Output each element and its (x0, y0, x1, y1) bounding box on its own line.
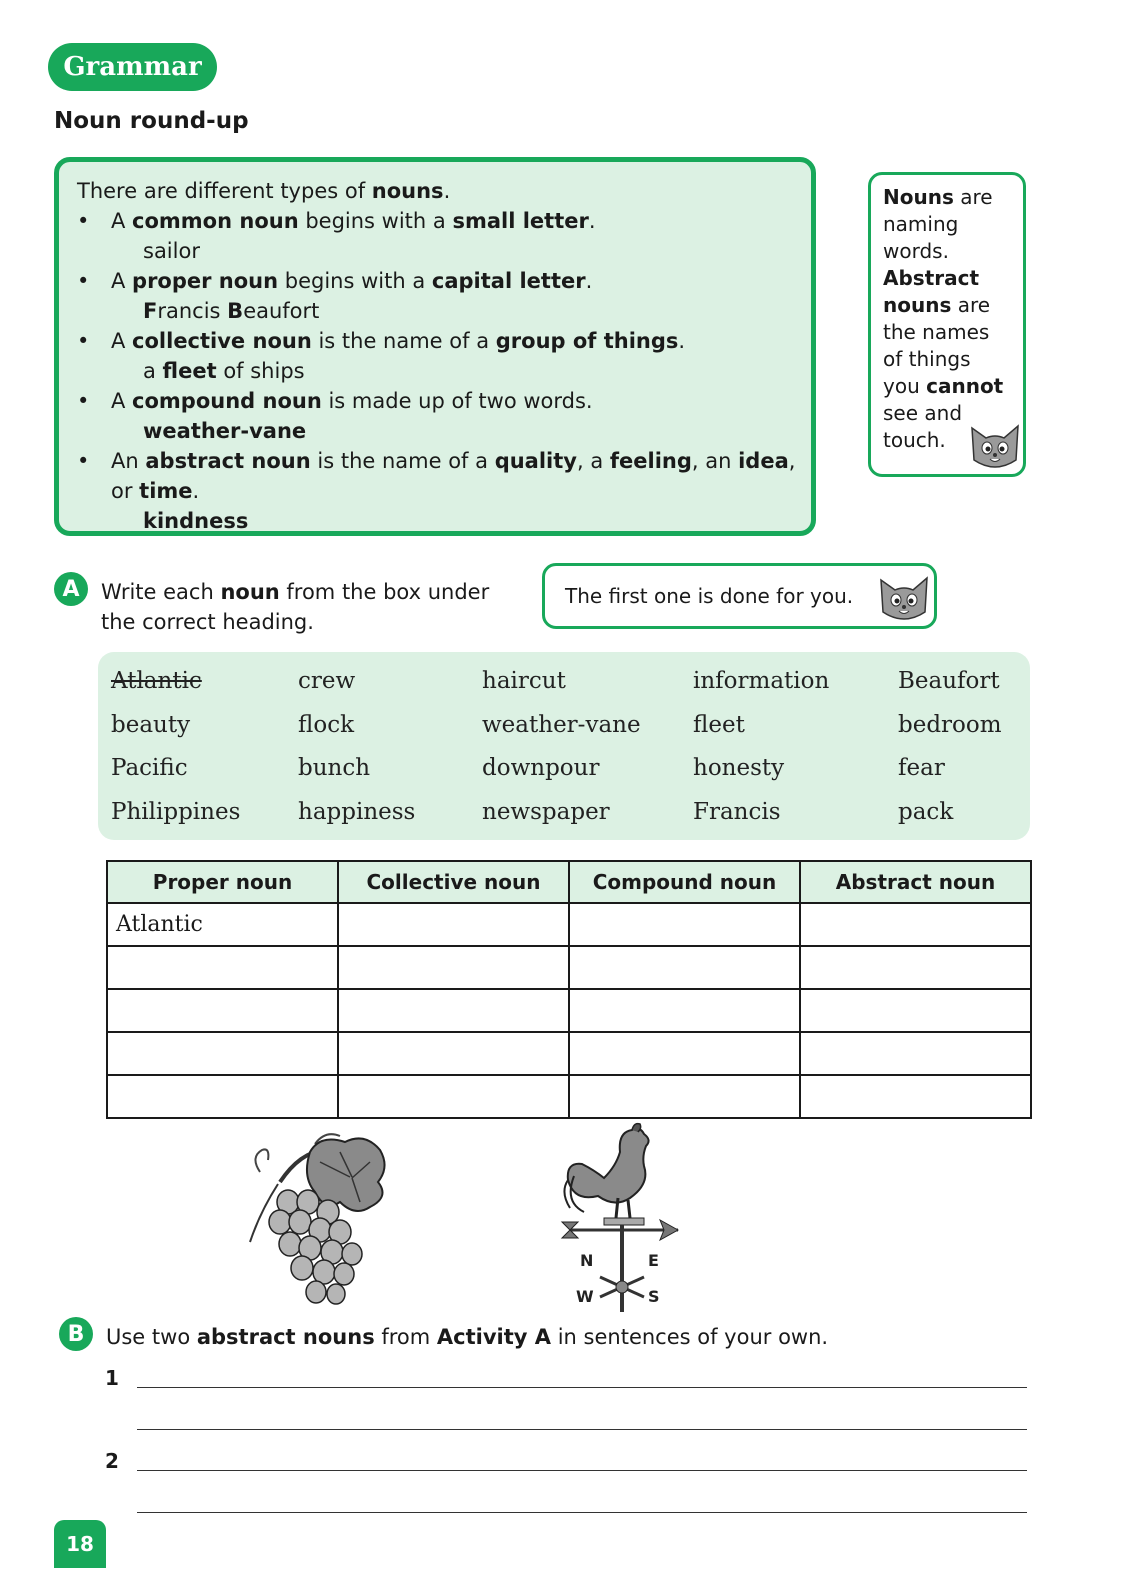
answer-line[interactable] (137, 1429, 1027, 1430)
word-box (98, 652, 1030, 840)
rule-continued (77, 476, 793, 506)
rules-intro-end: . (443, 179, 451, 203)
header-proper-noun: Proper noun (107, 861, 338, 903)
table-cell[interactable] (338, 946, 569, 989)
answer-line[interactable] (137, 1387, 1027, 1388)
activity-a-badge: A (54, 572, 88, 606)
table-cell[interactable] (569, 946, 800, 989)
answer-number: 1 (105, 1366, 119, 1390)
bullet-icon: • (77, 209, 90, 233)
word-item: pack (898, 799, 954, 825)
word-item: fleet (693, 712, 745, 738)
rule-abstract (77, 446, 796, 476)
word-item: newspaper (482, 799, 610, 825)
word-item: Beaufort (898, 668, 1000, 694)
rules-box (54, 157, 816, 536)
word-item: downpour (482, 755, 600, 781)
table-cell[interactable] (800, 989, 1031, 1032)
page-title: Noun round-up (54, 108, 249, 134)
word-item: happiness (298, 799, 416, 825)
rules-intro-text: There are different types of (77, 179, 372, 203)
rules-intro-bold: nouns (371, 179, 444, 203)
rule-compound (77, 386, 793, 416)
table-cell[interactable] (800, 946, 1031, 989)
header-abstract-noun: Abstract noun (800, 861, 1031, 903)
table-cell[interactable] (800, 1032, 1031, 1075)
answer-line[interactable] (137, 1512, 1027, 1513)
rule-text: A common noun begins with a small letter. (111, 209, 596, 233)
table-cell[interactable] (569, 1075, 800, 1118)
table-cell[interactable] (107, 989, 338, 1032)
table-cell[interactable] (569, 989, 800, 1032)
table-cell[interactable] (338, 1075, 569, 1118)
word-item: Pacific (111, 755, 188, 781)
activity-b-badge: B (59, 1317, 93, 1351)
table-cell[interactable] (800, 903, 1031, 946)
rule-text: or time. (111, 479, 200, 503)
grapes-icon (240, 1122, 400, 1312)
header-collective-noun: Collective noun (338, 861, 569, 903)
tip-note: Nouns are naming words. Abstract nouns are the names of things you cannot see and touch. (868, 172, 1026, 477)
activity-a-instruction: Write each noun from the box under the correct heading. (101, 580, 490, 634)
word-item: fear (898, 755, 945, 781)
word-item: haircut (482, 668, 566, 694)
vane-letter-w: W (576, 1287, 594, 1306)
table-cell[interactable] (107, 1032, 338, 1075)
table-row (107, 989, 1031, 1032)
hint-text: The first one is done for you. (565, 584, 854, 608)
table-cell[interactable] (569, 1032, 800, 1075)
rule-text: A collective noun is the name of a group of things. (111, 329, 686, 353)
rule-example (77, 416, 793, 446)
rule-collective (77, 326, 793, 356)
word-item: information (693, 668, 830, 694)
rule-common (77, 206, 793, 236)
rule-proper (77, 266, 793, 296)
table-cell[interactable] (107, 946, 338, 989)
rule-example (77, 236, 793, 266)
word-item: bunch (298, 755, 371, 781)
header-compound-noun: Compound noun (569, 861, 800, 903)
bullet-icon: • (77, 449, 90, 473)
rule-example (77, 356, 793, 386)
vane-letter-s: S (648, 1287, 660, 1306)
table-row (107, 1032, 1031, 1075)
word-item: honesty (693, 755, 785, 781)
table-cell[interactable] (338, 903, 569, 946)
rule-example (77, 506, 793, 536)
bullet-icon: • (77, 389, 90, 413)
word-item: beauty (111, 712, 191, 738)
table-row (107, 946, 1031, 989)
table-header-row (107, 861, 1031, 903)
section-pill (48, 43, 217, 91)
word-item: crew (298, 668, 356, 694)
bullet-icon: • (77, 329, 90, 353)
table-row (107, 1075, 1031, 1118)
page-number: 18 (54, 1520, 106, 1568)
table-cell[interactable] (338, 1032, 569, 1075)
table-cell[interactable] (338, 989, 569, 1032)
rules-intro (77, 176, 793, 206)
vane-letter-e: E (648, 1251, 659, 1270)
table-row (107, 903, 1031, 946)
word-item: bedroom (898, 712, 1002, 738)
noun-table (106, 860, 1032, 1119)
table-cell[interactable] (107, 1075, 338, 1118)
rule-text: A compound noun is made up of two words. (111, 389, 593, 413)
table-cell[interactable] (800, 1075, 1031, 1118)
weather-vane-icon (560, 1122, 695, 1314)
table-cell: Atlantic (107, 903, 338, 946)
table-cell[interactable] (569, 903, 800, 946)
section-label: Grammar (63, 52, 202, 82)
word-item: Philippines (111, 799, 241, 825)
activity-b-instruction: Use two abstract nouns from Activity A in sentences of your own. (106, 1325, 829, 1349)
bullet-icon: • (77, 269, 90, 293)
rule-text: An abstract noun is the name of a quality, a feeling, an idea, (111, 449, 796, 473)
example-text: Francis Beaufort (143, 299, 320, 323)
word-item: flock (298, 712, 355, 738)
answer-line[interactable] (137, 1470, 1027, 1471)
example-text: kindness (143, 509, 249, 533)
word-item: Atlantic (111, 668, 202, 694)
cat-icon (875, 572, 933, 622)
cat-icon (966, 420, 1024, 470)
word-item: Francis (693, 799, 781, 825)
rule-example (77, 296, 793, 326)
rule-text: A proper noun begins with a capital letter. (111, 269, 593, 293)
word-item: weather-vane (482, 712, 641, 738)
example-text: sailor (143, 239, 200, 263)
answer-number: 2 (105, 1449, 119, 1473)
vane-letter-n: N (580, 1251, 594, 1270)
example-text: a fleet of ships (143, 359, 305, 383)
example-text: weather-vane (143, 419, 307, 443)
